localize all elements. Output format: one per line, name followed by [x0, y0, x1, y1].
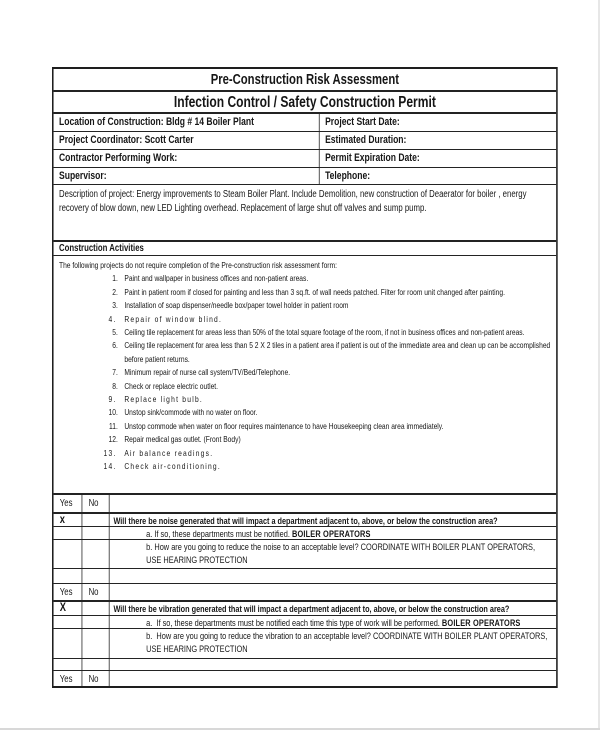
no-cell — [82, 616, 109, 628]
field-contractor-performing-work: Contractor Performing Work: — [54, 150, 320, 167]
empty-cell — [110, 659, 557, 670]
vibration-sub-b: b. How are you going to reduce the vibration to an acceptable level? COORDINATE WITH BOILER PLANT OPERATORS, USE HEARING PROTECTION — [146, 631, 550, 655]
no-checkbox-cell — [82, 602, 109, 615]
field-estimated-duration: Estimated Duration: — [325, 134, 407, 146]
noise-sub-a-text: a. If so, these departments must be notified. — [146, 529, 290, 539]
field-telephone: Telephone: — [325, 170, 371, 182]
vibration-sub-a — [110, 616, 557, 628]
noise-sub-a — [110, 527, 557, 539]
yes-cell — [54, 527, 83, 539]
yes-cell — [54, 616, 83, 628]
noise-question-row — [54, 514, 557, 527]
noise-sub-b: b. How are you going to reduce the noise to an acceptable level? COORDINATE WITH BOILER PLANT OPERATORS, USE HEARING PROTECTION — [146, 542, 538, 566]
activity-item: 4. Repair of window blind. — [120, 313, 552, 326]
noise-yes-no-header-row — [54, 495, 557, 514]
activity-item: 3. Installation of soap dispenser/needle box/paper towel holder in patient room — [120, 299, 552, 312]
yes-cell — [54, 659, 83, 670]
info-row — [54, 150, 557, 168]
info-row — [54, 168, 557, 185]
vibration-notified-departments: BOILER OPERATORS — [441, 618, 521, 628]
noise-sub-b-row — [54, 540, 557, 569]
activity-item: 2. Paint in patient room if closed for painting and less than 3 sq.ft. of wall needs patched. Filter for room unit changed after painting. — [120, 286, 552, 299]
yes-checkbox-mark: X — [54, 602, 83, 615]
activity-item: 5. Ceiling tile replacement for areas less than 50% of the total square footage of the room, if not in business offices and non-patient areas. — [120, 326, 552, 339]
third-yes-no-header-row — [54, 671, 557, 686]
yes-column-header: Yes — [54, 671, 83, 686]
activity-item: 6. Ceiling tile replacement for area less than 5 2 X 2 tiles in a patient area if patient is out of the immediate area and clean up can be accomplished before patient returns. — [120, 339, 552, 366]
activities-list — [54, 272, 557, 473]
vibration-question-row — [54, 602, 557, 616]
noise-sub-a-row — [54, 527, 557, 540]
field-project-start-date: Project Start Date: — [325, 116, 400, 128]
activity-item: 11. Unstop commode when water on floor requires maintenance to have Housekeeping clean area immediately. — [120, 420, 552, 433]
vibration-sub-a-text: a. If so, these departments must be notified each time this type of work will be performed. — [146, 618, 440, 628]
form-subtitle: Infection Control / Safety Construction Permit — [54, 92, 557, 114]
no-column-header: No — [82, 495, 109, 512]
noise-notified-departments: BOILER OPERATORS — [291, 529, 371, 539]
no-column-header: No — [82, 671, 109, 686]
empty-header-cell — [110, 671, 557, 686]
spacer-row — [54, 569, 557, 584]
yes-cell — [54, 629, 83, 658]
permit-form — [52, 67, 558, 688]
info-row — [54, 132, 557, 150]
activity-item: 8. Check or replace electric outlet. — [120, 380, 552, 393]
yes-column-header: Yes — [54, 495, 83, 512]
empty-header-cell — [110, 495, 557, 512]
activity-item: 12. Repair medical gas outlet. (Front Body) — [120, 433, 552, 446]
noise-question: Will there be noise generated that will impact a department adjacent to, above, or below the construction area? — [113, 515, 498, 526]
activity-item: 9. Replace light bulb. — [120, 393, 552, 406]
info-row — [54, 114, 557, 132]
yes-checkbox-mark: x — [54, 514, 83, 526]
no-cell — [82, 527, 109, 539]
construction-activities-header: Construction Activities — [54, 242, 557, 256]
activity-item: 10. Unstop sink/commode with no water on floor. — [120, 406, 552, 419]
project-description: Description of project: Energy improvements to Steam Boiler Plant. Include Demolition, new construction of Deaerator for boiler , energy recovery of blow down, new LED Lighting overhead. Replacement of large shut off valves and sump pump. — [54, 185, 557, 242]
construction-activities-intro: The following projects do not require completion of the Pre-construction risk assessment form: — [59, 260, 337, 270]
no-cell — [82, 629, 109, 658]
yes-column-header: Yes — [54, 584, 83, 600]
spacer-row — [54, 659, 557, 671]
activity-item: 1. Paint and wallpaper in business offices and non-patient areas. — [120, 272, 552, 285]
field-project-coordinator: Project Coordinator: Scott Carter — [54, 132, 320, 149]
no-checkbox-cell — [82, 514, 109, 526]
vibration-sub-b-row — [54, 629, 557, 659]
activity-item: 7. Minimum repair of nurse call system/TV/Bed/Telephone. — [120, 366, 552, 379]
field-location-of-construction: Location of Construction: Bldg # 14 Boiler Plant — [54, 114, 320, 131]
no-cell — [82, 569, 109, 583]
yes-cell — [54, 569, 83, 583]
no-column-header: No — [82, 584, 109, 600]
vibration-question: Will there be vibration generated that will impact a department adjacent to, above, or below the construction area? — [113, 603, 510, 614]
construction-activities-body — [54, 256, 557, 495]
form-title: Pre-Construction Risk Assessment — [54, 69, 557, 92]
activity-item: 13. Air balance readings. — [120, 447, 552, 460]
activity-item: 14. Check air-conditioning. — [120, 460, 552, 473]
empty-cell — [110, 569, 557, 583]
field-supervisor: Supervisor: — [54, 168, 320, 184]
empty-header-cell — [110, 584, 557, 600]
field-permit-expiration-date: Permit Expiration Date: — [325, 152, 420, 164]
no-cell — [82, 659, 109, 670]
vibration-sub-a-row — [54, 616, 557, 629]
vibration-yes-no-header-row — [54, 584, 557, 602]
no-cell — [82, 540, 109, 568]
yes-cell — [54, 540, 83, 568]
